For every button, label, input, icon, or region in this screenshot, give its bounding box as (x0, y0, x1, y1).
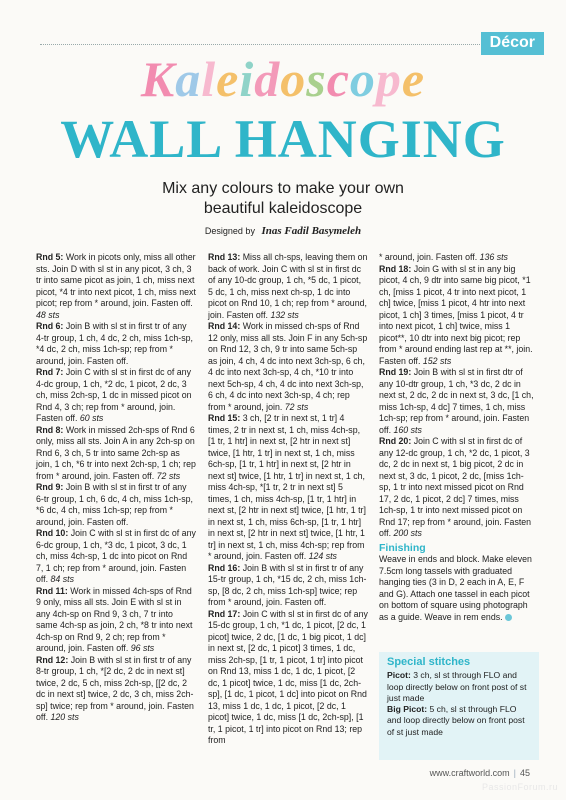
pattern-round (208, 413, 368, 563)
pattern-round (36, 586, 196, 655)
round-label: Rnd 15: (208, 413, 241, 423)
pattern-round (36, 655, 196, 724)
round-label: Rnd 7: (36, 367, 64, 377)
author-signature: Inas Fadil Basymeleh (261, 225, 362, 237)
stitch-count: 96 sts (130, 643, 155, 653)
top-dotted-rule (40, 44, 520, 45)
subtitle-line-1: Mix any colours to make your own (162, 180, 404, 197)
pattern-round (36, 425, 196, 483)
title-kaleidoscope (0, 50, 566, 108)
pattern-round (36, 367, 196, 425)
round-instructions: Join B with sl st in first tr of any 15-tr group, 1 ch, *15 dc, 2 ch, miss 1ch-sp, [8 dc, 2 ch, miss 1ch-sp] twice; rep from * around, join. Fasten off. (208, 562, 367, 607)
page-footer (430, 768, 530, 778)
pattern-round (379, 367, 535, 436)
special-stitch-item (387, 704, 531, 738)
round-label: Rnd 13: (208, 252, 241, 262)
title-letter: e (401, 51, 426, 107)
finishing-text: Weave in ends and block. Make eleven 7.5cm long tassels with graduated hanging ties (3 in D, 2 each in A, E, F and G). Attach one tassel in each picot on bottom of square using photograph as a guide. Weave in rem ends. (379, 554, 532, 622)
round-label: Rnd 8: (36, 424, 64, 435)
title-letter: c (326, 51, 350, 107)
pattern-round (379, 264, 535, 368)
byline (0, 225, 566, 237)
title-letter: o (280, 51, 307, 107)
round-instructions: Join C with sl st in first dc of any 15-dc group, 1 ch, *1 dc, 1 picot, [2 dc, 1 picot] twice, 2 dc, [1 dc, 1 big picot, 1 dc] in next st, [2 dc, 1 picot] 3 times, 1 dc, miss 2ch-sp, [1 tr, 1 picot, 1 tr] into picot on Rnd 13, miss 1 dc, 1 dc, 1 picot, [2 dc, 1 picot] twice, 1 dc, miss [1 dc, 2ch-sp], [1 dc, 1 picot, 1 dc] into picot on Rnd 13, miss 1 dc, 1 dc, 1 picot, [2 dc, 1 picot] twice, 1 dc, miss [1 dc, 2ch-sp], [1 tr, 1 picot, 1 tr] into picot on Rnd 13; rep from (208, 608, 368, 745)
stitch-count: 84 sts (50, 574, 74, 584)
stitch-count: 48 sts (36, 309, 60, 320)
round-instructions: Join B with sl st in first dtr of any 10-dtr group, 1 ch, *3 dc, 2 dc in next st, 2 dc, 2 dc in next st, 3 dc, [1 ch, miss 1ch-sp, 4 dc] 7 times, 1 ch, miss 1ch-sp; rep from * around, join. Fasten off. (379, 367, 534, 435)
round-instructions: Join C with sl st in first dc of any 6-dc group, 1 ch, *3 dc, 1 picot, 3 dc, 1 ch, miss 4ch-sp, 1 dc into picot on Rnd 7, 1 ch; rep from * around, join. Fasten off. (36, 528, 196, 584)
stitch-count: 200 sts (393, 528, 422, 538)
round-label: Rnd 16: (208, 562, 241, 573)
pattern-column-3 (379, 252, 535, 623)
round-label: Rnd 5: (36, 252, 64, 262)
pattern-round (208, 321, 368, 413)
stitch-description: 5 ch, sl st through FLO and loop directly below on front post of st just made (387, 704, 525, 737)
stitch-count: 72 sts (156, 470, 181, 481)
subtitle-line-2: beautiful kaleidoscope (203, 200, 363, 217)
stitch-name: Picot: (387, 670, 411, 681)
stitch-count: 152 sts (422, 355, 452, 366)
stitch-count: 72 sts (284, 401, 309, 412)
stitch-count: 60 sts (79, 413, 104, 423)
round-label: Rnd 9: (36, 482, 64, 492)
round-continuation: * around, join. Fasten off. 136 sts (379, 252, 508, 262)
watermark: PassionForum.ru (481, 782, 558, 792)
title-wall-hanging: WALL HANGING (60, 109, 506, 169)
round-label: Rnd 20: (379, 436, 412, 446)
round-instructions: Miss all ch-sps, leaving them on back of work. Join C with sl st in first dc of any 10-dc group, 1 ch, *5 dc, 1 picot, 5 dc, 1 ch, miss next ch-sp, 1 dc into picot on Rnd 10, 1 ch; rep from * around, join. Fasten off. (208, 252, 368, 320)
footer-separator: | (513, 768, 516, 778)
round-label: Rnd 6: (36, 321, 64, 331)
round-instructions: Join B with sl st in first tr of any 8-tr group, 1 ch, *[2 dc, 2 dc in next st] twice, 2 dc, 5 ch, miss 2ch-sp, [[2 dc, 2 dc in next st] twice, 2 dc, 3 ch, miss 2ch-sp] twice; rep from * around, join. Fasten off. (36, 654, 194, 722)
round-instructions: Join G with sl st in any big picot, 4 ch, 9 dtr into same big picot, *1 ch, [miss 1 picot, 4 tr into next picot, 1 ch] twice, [miss 1 picot, 4 htr into next picot, 1 ch] 3 times, [miss 1 picot, 4 tr into next picot, 1 ch] twice, miss 1 picot**, 10 dtr into next big picot; rep from * around ending last rep at **, join. Fasten off. (379, 263, 533, 366)
title-letter: d (254, 51, 281, 107)
round-instructions: Join B with sl st in first tr of any 4-tr group, 1 ch, 4 dc, 2 ch, miss 1ch-sp, *4 dc, 2 ch, miss 1ch-sp; rep from * around, join. Fasten off. (36, 321, 193, 366)
stitch-count: 120 sts (50, 712, 79, 722)
stitch-count: 124 sts (308, 551, 337, 561)
subtitle (0, 179, 566, 219)
round-instructions: Work in picots only, miss all other sts. Join D with sl st in any picot, 3 ch, 3 tr into same picot as join, 1 ch, miss next picot, *4 tr into next picot, 1 ch, miss next picot; rep from * around, join. Fasten off. (36, 252, 196, 308)
pattern-round (36, 482, 196, 528)
end-dot-icon (505, 614, 512, 621)
round-label: Rnd 10: (36, 528, 69, 538)
pattern-round (208, 609, 368, 747)
round-instructions: Join C with sl st in first dc of any 4-dc group, 1 ch, *2 dc, 1 picot, 2 dc, 3 ch, miss 2ch-sp, 1 dc in missed picot on Rnd 4, 3 ch; rep from * around, join. Fasten off. (36, 367, 192, 423)
title-letter: K (140, 51, 176, 107)
title-letter: i (239, 51, 255, 107)
pattern-round (208, 252, 368, 321)
pattern-round (208, 563, 368, 609)
stitch-count: 160 sts (393, 424, 422, 435)
round-instructions: Join B with sl st in first tr of any 6-tr group, 1 ch, 6 dc, 4 ch, miss 1ch-sp, *6 dc, 4 ch, miss 1ch-sp; rep from * around, join. Fasten off. (36, 482, 193, 527)
title-letter: o (349, 51, 376, 107)
pattern-round (379, 436, 535, 540)
round-instructions: Join C with sl st in first dc of any 12-dc group, 1 ch, *2 dc, 1 picot, 3 dc, 2 dc in next st, 1 big picot, 2 dc in next st, 3 dc, 1 picot, 2 dc, [miss 1ch-sp, 1 tr into next missed picot on Rnd 17, 2 dc, 1 picot, 2 dc] 7 times, miss 1ch-sp, 1 tr into next missed picot on Rnd 17; rep from * around, join. Fasten off. (379, 436, 532, 538)
title-letter: a (175, 51, 202, 107)
round-label: Rnd 14: (208, 321, 241, 331)
round-instructions: Work in missed 4ch-sps of Rnd 9 only, miss all sts. Join E with sl st in any 4ch-sp on Rnd 9, 3 ch, 7 tr into same 4ch-sp as join, 2 ch, *8 tr into next 4ch-sp on Rnd 9, 2 ch; rep from * around, join. Fasten off. (36, 585, 193, 653)
special-stitches-box (379, 652, 539, 760)
title-letter: l (201, 51, 217, 107)
round-label: Rnd 17: (208, 608, 241, 619)
special-stitch-item (387, 670, 531, 704)
title-letter: s (306, 51, 327, 107)
byline-prefix: Designed by (204, 226, 255, 236)
section-tag: Décor (481, 32, 544, 55)
pattern-column-2 (208, 252, 368, 747)
round-instructions: Work in missed ch-sps of Rnd 12 only, miss all sts. Join F in any 5ch-sp on Rnd 12, 3 ch, 9 tr into same 5ch-sp as join, 4 ch, 4 dc into next 3ch-sp, 6 ch, 4 dc into next 3ch-sp, 4 ch, *10 tr into next 5ch-sp, 4 ch, 4 dc into next 3ch-sp, 6 ch, 4 dc into next 3ch-sp, 4 ch; rep from * around, join. (208, 321, 368, 412)
title-letter: e (216, 51, 240, 107)
finishing-heading: Finishing (379, 541, 426, 554)
stitch-description: 3 ch, sl st through FLO and loop directly below on front post of st just made (387, 670, 527, 703)
round-instructions: Work in missed 2ch-sps of Rnd 6 only, miss all sts. Join A in any 2ch-sp on Rnd 6, 3 ch, 5 tr into same 2ch-sp as join, 1 ch, *6 tr into next 2ch-sp, 1 ch; rep from * around, join. Fasten off. (36, 424, 196, 481)
round-label: Rnd 18: (379, 263, 412, 274)
pattern-round (36, 528, 196, 586)
special-stitches-heading: Special stitches (387, 656, 471, 668)
stitch-count: 132 sts (270, 309, 299, 320)
title-letter: p (375, 51, 402, 107)
pattern-round (36, 252, 196, 321)
footer-site: www.craftworld.com (429, 768, 510, 778)
round-label: Rnd 12: (36, 654, 69, 665)
round-label: Rnd 11: (36, 585, 68, 596)
pattern-round (36, 321, 196, 367)
round-label: Rnd 19: (379, 367, 412, 377)
round-instructions: 3 ch, [2 tr in next st, 1 tr] 4 times, 2 tr in next st, 1 ch, miss 4ch-sp, [1 tr, 1 htr] in next st, [2 htr in next st] twice, [1 htr, 1 tr] in next st, 1 ch, miss 6ch-sp, [1 tr, 1 htr] in next st, [2 htr in next st] twice, [1 htr, 1 tr] in next st, 1 ch, miss 4ch-sp, *[1 tr, 2 tr in next st] 5 times, 1 ch, miss 4ch-sp, [1 tr, 1 htr] in next st, [2 htr in next st] twice, [1 htr, 1 tr] in next st, 1 ch, miss 6ch-sp, [1 tr, 1 htr] in next st, [2 htr in next st] twice, [1 htr, 1 tr] in next st, 1 ch, miss 4ch-sp; rep from * around, join. Fasten off. (208, 413, 366, 561)
stitch-name: Big Picot: (387, 704, 428, 715)
pattern-column-1 (36, 252, 196, 724)
page-number: 45 (519, 768, 530, 778)
